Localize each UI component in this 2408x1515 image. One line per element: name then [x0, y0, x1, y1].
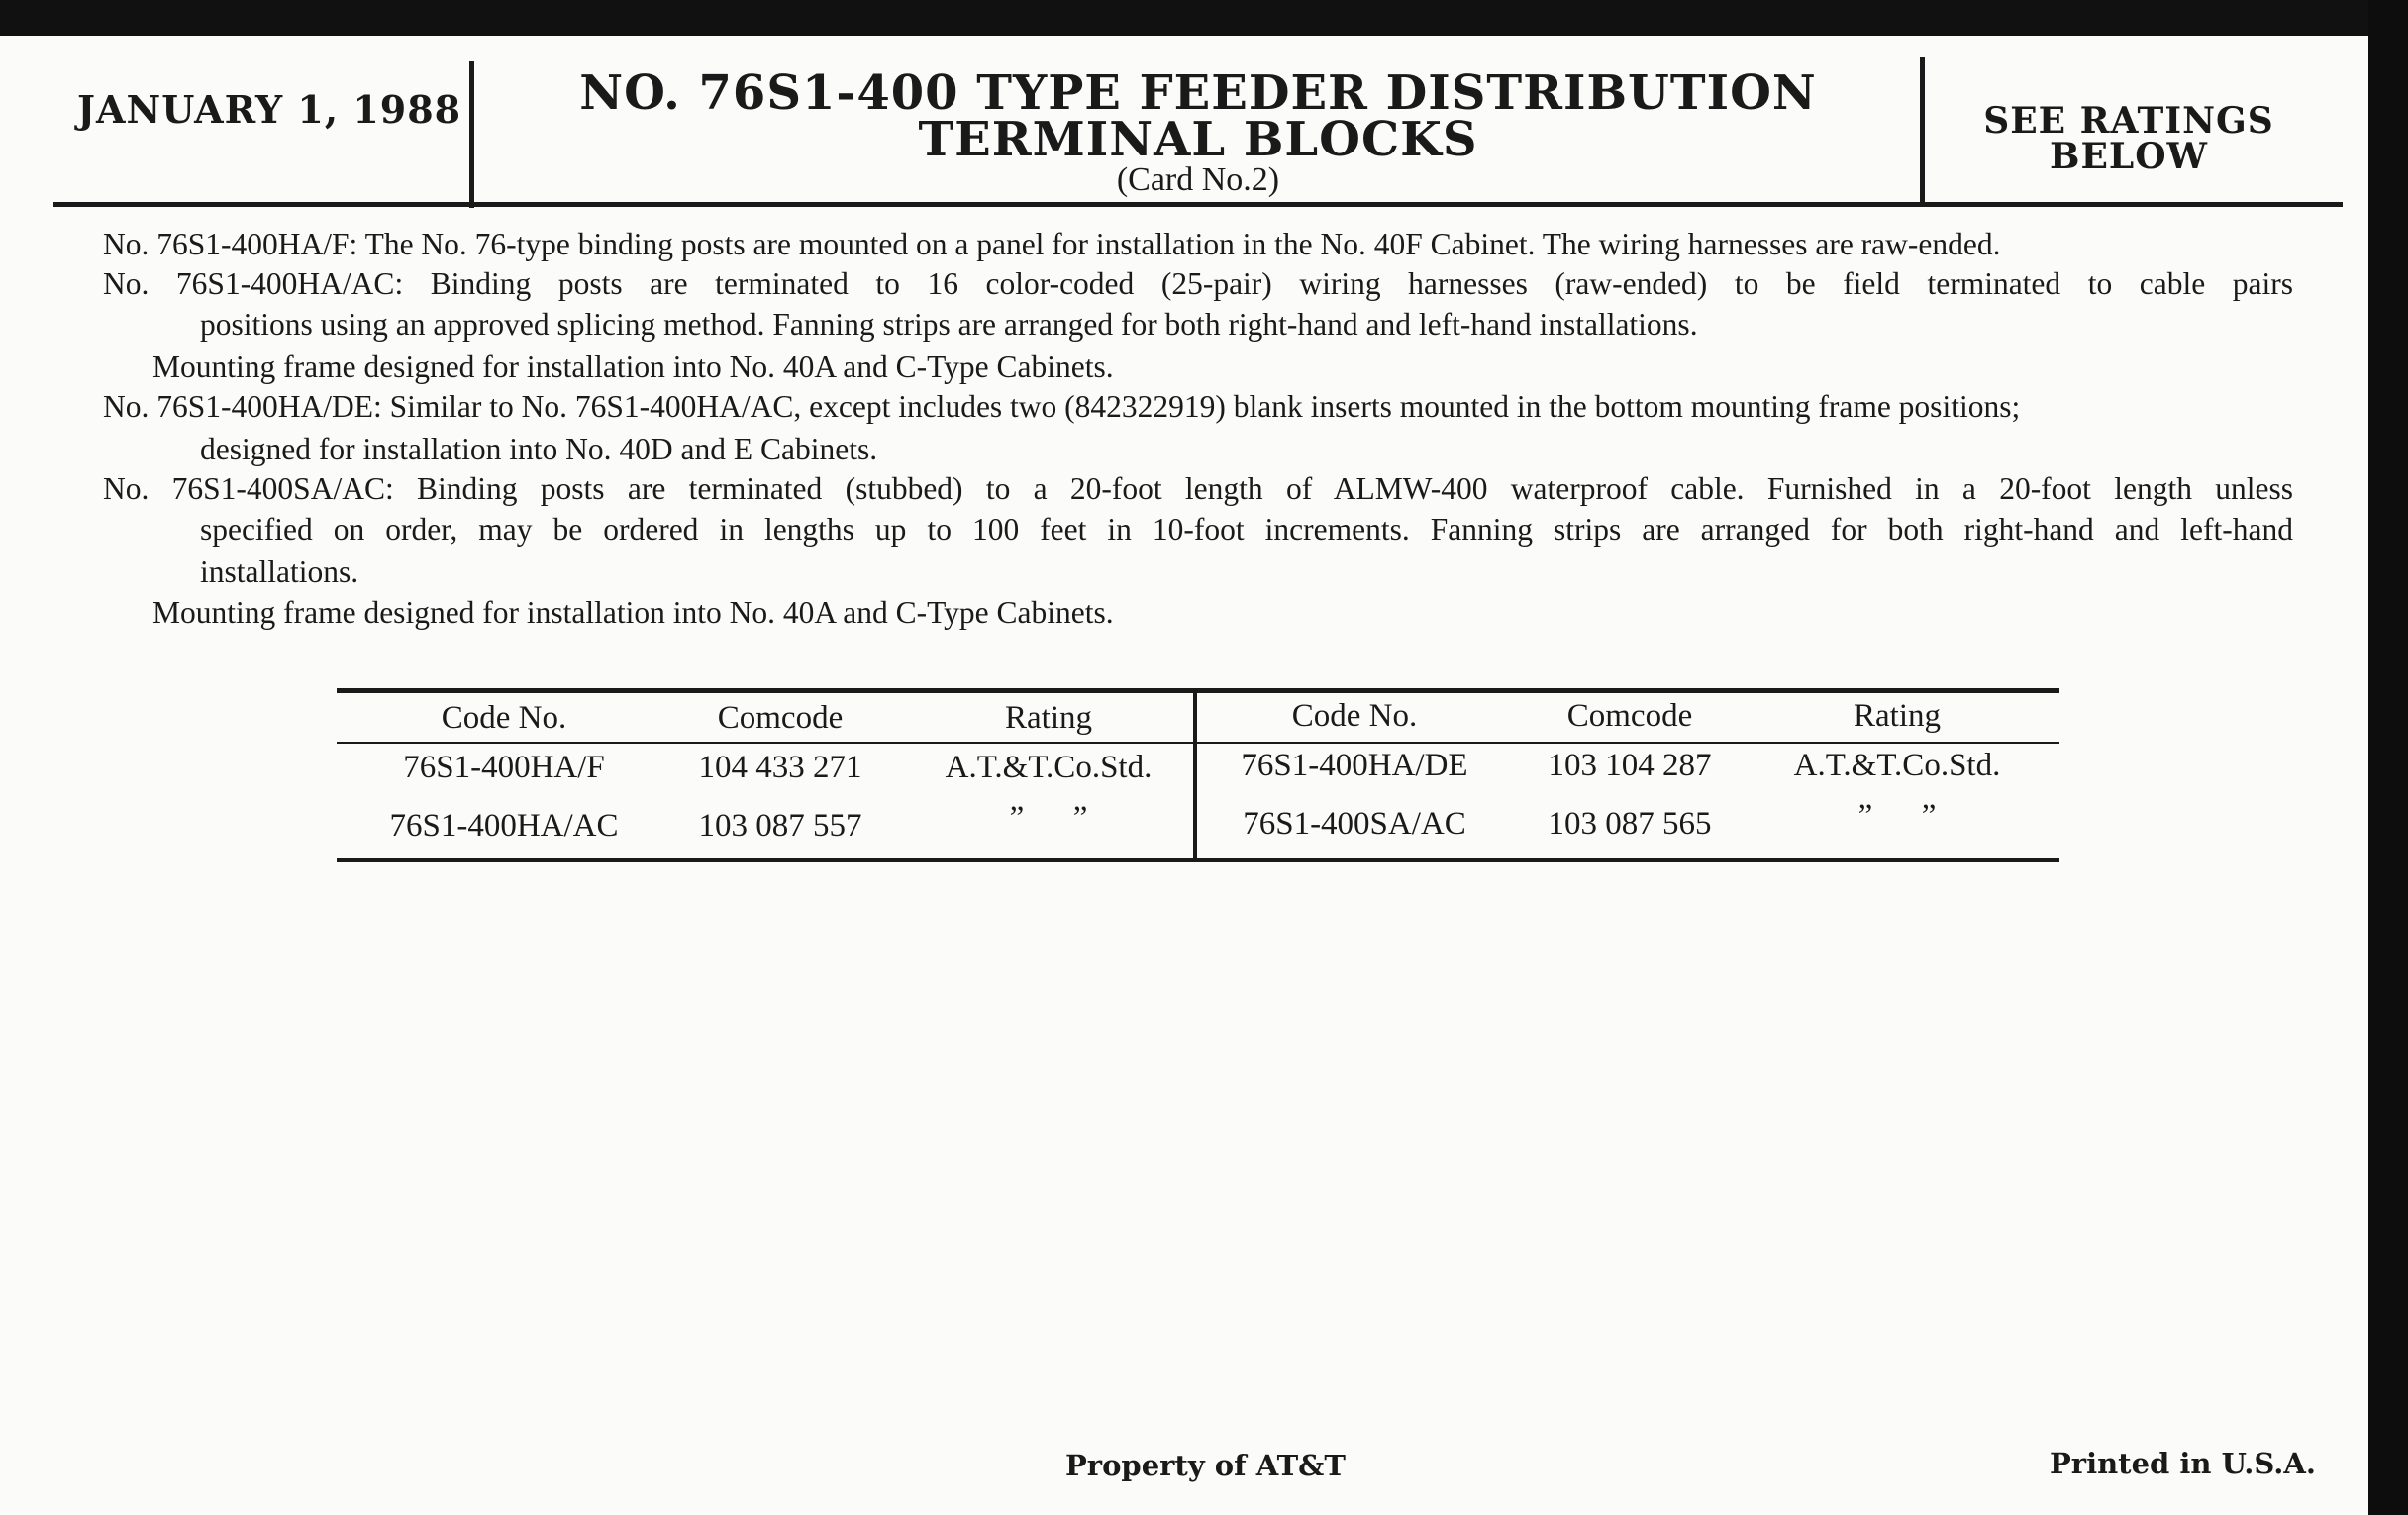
- paragraph-hade-line1: [103, 386, 2293, 427]
- ratings-note-line2: BELOW: [2050, 136, 2208, 177]
- paragraph-saac-mount: [152, 592, 2232, 633]
- footer-property: Property of AT&T: [1065, 1449, 1346, 1482]
- header-divider-left: [469, 61, 474, 208]
- header-divider-right: [1920, 57, 1925, 206]
- paragraph-saac-line3: [200, 552, 2279, 592]
- table-row-left-2-code: 76S1-400HA/AC: [389, 808, 619, 844]
- table-center-divider: [1193, 691, 1197, 859]
- table-row-right-2-rating: ” ”: [1857, 798, 1937, 834]
- table-header-code-left: Code No.: [441, 700, 567, 736]
- document-title-line1: NO. 76S1-400 TYPE FEEDER DISTRIBUTION: [579, 65, 1817, 121]
- paragraph-hade-line2: [200, 429, 2279, 469]
- table-row-left-2-rating: ” ”: [1009, 800, 1088, 836]
- paragraph-haac-text1: No. 76S1-400HA/AC: Binding posts are terminated to 16 color-coded (25-pair) wiring harnesses (raw-ended) to be field terminated to cable pairs: [103, 266, 2293, 301]
- document-subtitle: (Card No.2): [1116, 161, 1280, 198]
- paragraph-saac-mount-text: Mounting frame designed for installation into No. 40A and C-Type Cabinets.: [152, 595, 1114, 630]
- table-row-right-2-comcode: 103 087 565: [1548, 806, 1712, 842]
- paragraph-hacf-text: No. 76S1-400HA/F: The No. 76-type binding posts are mounted on a panel for installation in the No. 40F Cabinet. The wiring harnesses are raw-ended.: [103, 227, 2001, 261]
- table-bottom-rule: [337, 858, 2059, 862]
- paragraph-hade-text2: designed for installation into No. 40D and E Cabinets.: [200, 432, 878, 466]
- table-header-code-right: Code No.: [1291, 698, 1418, 734]
- paragraph-saac-text2: specified on order, may be ordered in lengths up to 100 feet in 10-foot increments. Fanning strips are arranged for both right-hand and left-hand: [200, 512, 2293, 547]
- scan-border: [2368, 0, 2408, 1515]
- table-row-left-2-comcode: 103 087 557: [698, 808, 862, 844]
- table-row-right-1-rating: A.T.&T.Co.Std.: [1793, 748, 2001, 783]
- paragraph-haac-line1: [103, 263, 2293, 304]
- paragraph-saac-line1: [103, 468, 2293, 509]
- paragraph-saac-text3: installations.: [200, 555, 359, 589]
- paragraph-saac-text1: No. 76S1-400SA/AC: Binding posts are terminated (stubbed) to a 20-foot length of ALMW-400 waterproof cable. Furnished in a 20-foot length unless: [103, 471, 2293, 506]
- table-header-rating-right: Rating: [1854, 698, 1941, 734]
- table-row-left-1-code: 76S1-400HA/F: [403, 750, 605, 785]
- table-row-right-1-code: 76S1-400HA/DE: [1241, 748, 1468, 783]
- paragraph-hacf: [103, 224, 2293, 264]
- document-date: JANUARY 1, 1988: [77, 87, 462, 132]
- table-row-left-1-comcode: 104 433 271: [698, 750, 862, 785]
- paragraph-haac-line2: [200, 304, 2279, 345]
- table-header-rating-left: Rating: [1005, 700, 1092, 736]
- table-row-right-2-code: 76S1-400SA/AC: [1243, 806, 1466, 842]
- paragraph-haac-text2: positions using an approved splicing method. Fanning strips are arranged for both right-hand and left-hand installations.: [200, 307, 1698, 342]
- table-row-right-1-comcode: 103 104 287: [1548, 748, 1712, 783]
- paragraph-saac-line2: [200, 509, 2293, 550]
- footer-printed: Printed in U.S.A.: [2050, 1447, 2316, 1480]
- paragraph-haac-mount: [152, 347, 2232, 387]
- header-rule: [53, 202, 2343, 207]
- paragraph-haac-mount-text: Mounting frame designed for installation into No. 40A and C-Type Cabinets.: [152, 350, 1114, 384]
- table-header-rule: [337, 742, 2059, 744]
- document-title-line2: TERMINAL BLOCKS: [918, 112, 1478, 167]
- ratings-note-line1: SEE RATINGS: [1983, 100, 2274, 142]
- table-header-comcode-left: Comcode: [717, 700, 844, 736]
- table-header-comcode-right: Comcode: [1566, 698, 1693, 734]
- table-top-rule: [337, 688, 2059, 693]
- table-row-left-1-rating: A.T.&T.Co.Std.: [945, 750, 1153, 785]
- paragraph-hade-text1: No. 76S1-400HA/DE: Similar to No. 76S1-400HA/AC, except includes two (842322919) blank inserts mounted in the bottom mounting frame positions;: [103, 389, 2021, 424]
